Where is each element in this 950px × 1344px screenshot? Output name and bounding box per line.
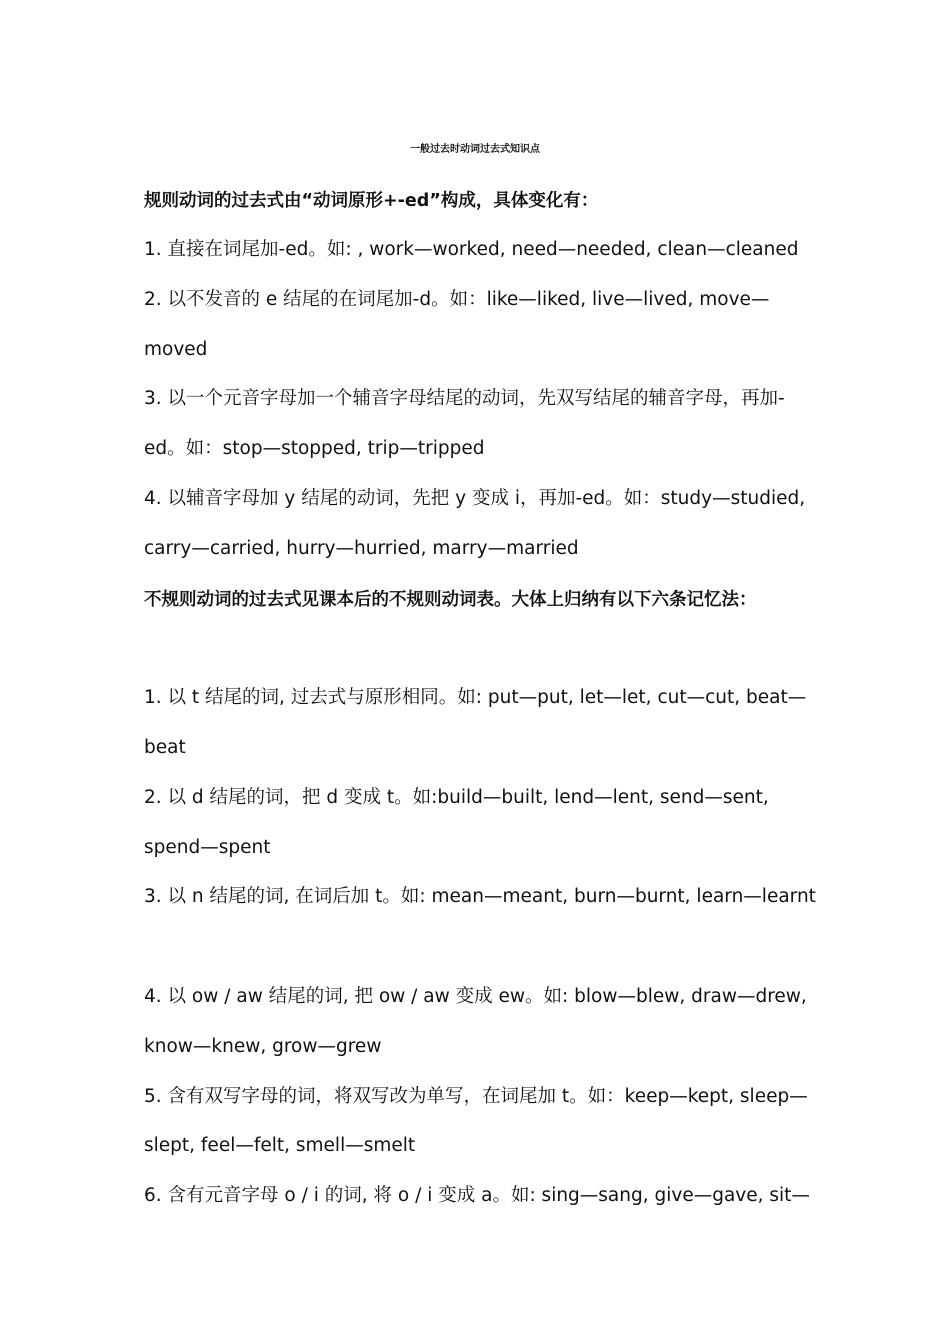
regular-rule-4: 4. 以辅音字母加 y 结尾的动词，先把 y 变成 i，再加-ed。如：study—studied, — [144, 488, 806, 509]
irregular-rule-2: 2. 以 d 结尾的词，把 d 变成 t。如:build—built, lend—lent, send—sent, — [144, 787, 769, 808]
irregular-rule-1: 1. 以 t 结尾的词, 过去式与原形相同。如: put—put, let—let, cut—cut, beat— — [144, 687, 807, 708]
irregular-rule-4-cont: know—knew, grow—grew — [144, 1036, 382, 1057]
irregular-verbs-heading: 不规则动词的过去式见课本后的不规则动词表。大体上归纳有以下六条记忆法： — [144, 590, 757, 610]
regular-rule-3-cont: ed。如：stop—stopped, trip—tripped — [144, 438, 485, 459]
regular-rule-2: 2. 以不发音的 e 结尾的在词尾加-d。如：like—liked, live—lived, move— — [144, 289, 770, 310]
irregular-rule-5-cont: slept, feel—felt, smell—smelt — [144, 1135, 416, 1156]
irregular-rule-2-cont: spend—spent — [144, 837, 271, 858]
regular-verbs-heading: 规则动词的过去式由“动词原形+-ed”构成，具体变化有： — [144, 191, 599, 211]
regular-rule-2-cont: moved — [144, 339, 208, 360]
regular-rule-4-cont: carry—carried, hurry—hurried, marry—married — [144, 538, 579, 559]
regular-rule-1: 1. 直接在词尾加-ed。如: , work—worked, need—needed, clean—cleaned — [144, 239, 799, 260]
irregular-rule-5: 5. 含有双写字母的词，将双写改为单写，在词尾加 t。如：keep—kept, sleep— — [144, 1086, 808, 1107]
irregular-rule-4: 4. 以 ow / aw 结尾的词, 把 ow / aw 变成 ew。如: blow—blew, draw—drew, — [144, 986, 807, 1007]
irregular-rule-1-cont: beat — [144, 737, 186, 758]
irregular-rule-6: 6. 含有元音字母 o / i 的词, 将 o / i 变成 a。如: sing—sang, give—gave, sit— — [144, 1185, 810, 1206]
irregular-rule-3: 3. 以 n 结尾的词, 在词后加 t。如: mean—meant, burn—burnt, learn—learnt — [144, 886, 816, 907]
document-title: 一般过去时动词过去式知识点 — [410, 144, 540, 155]
regular-rule-3: 3. 以一个元音字母加一个辅音字母结尾的动词，先双写结尾的辅音字母，再加- — [144, 388, 785, 409]
